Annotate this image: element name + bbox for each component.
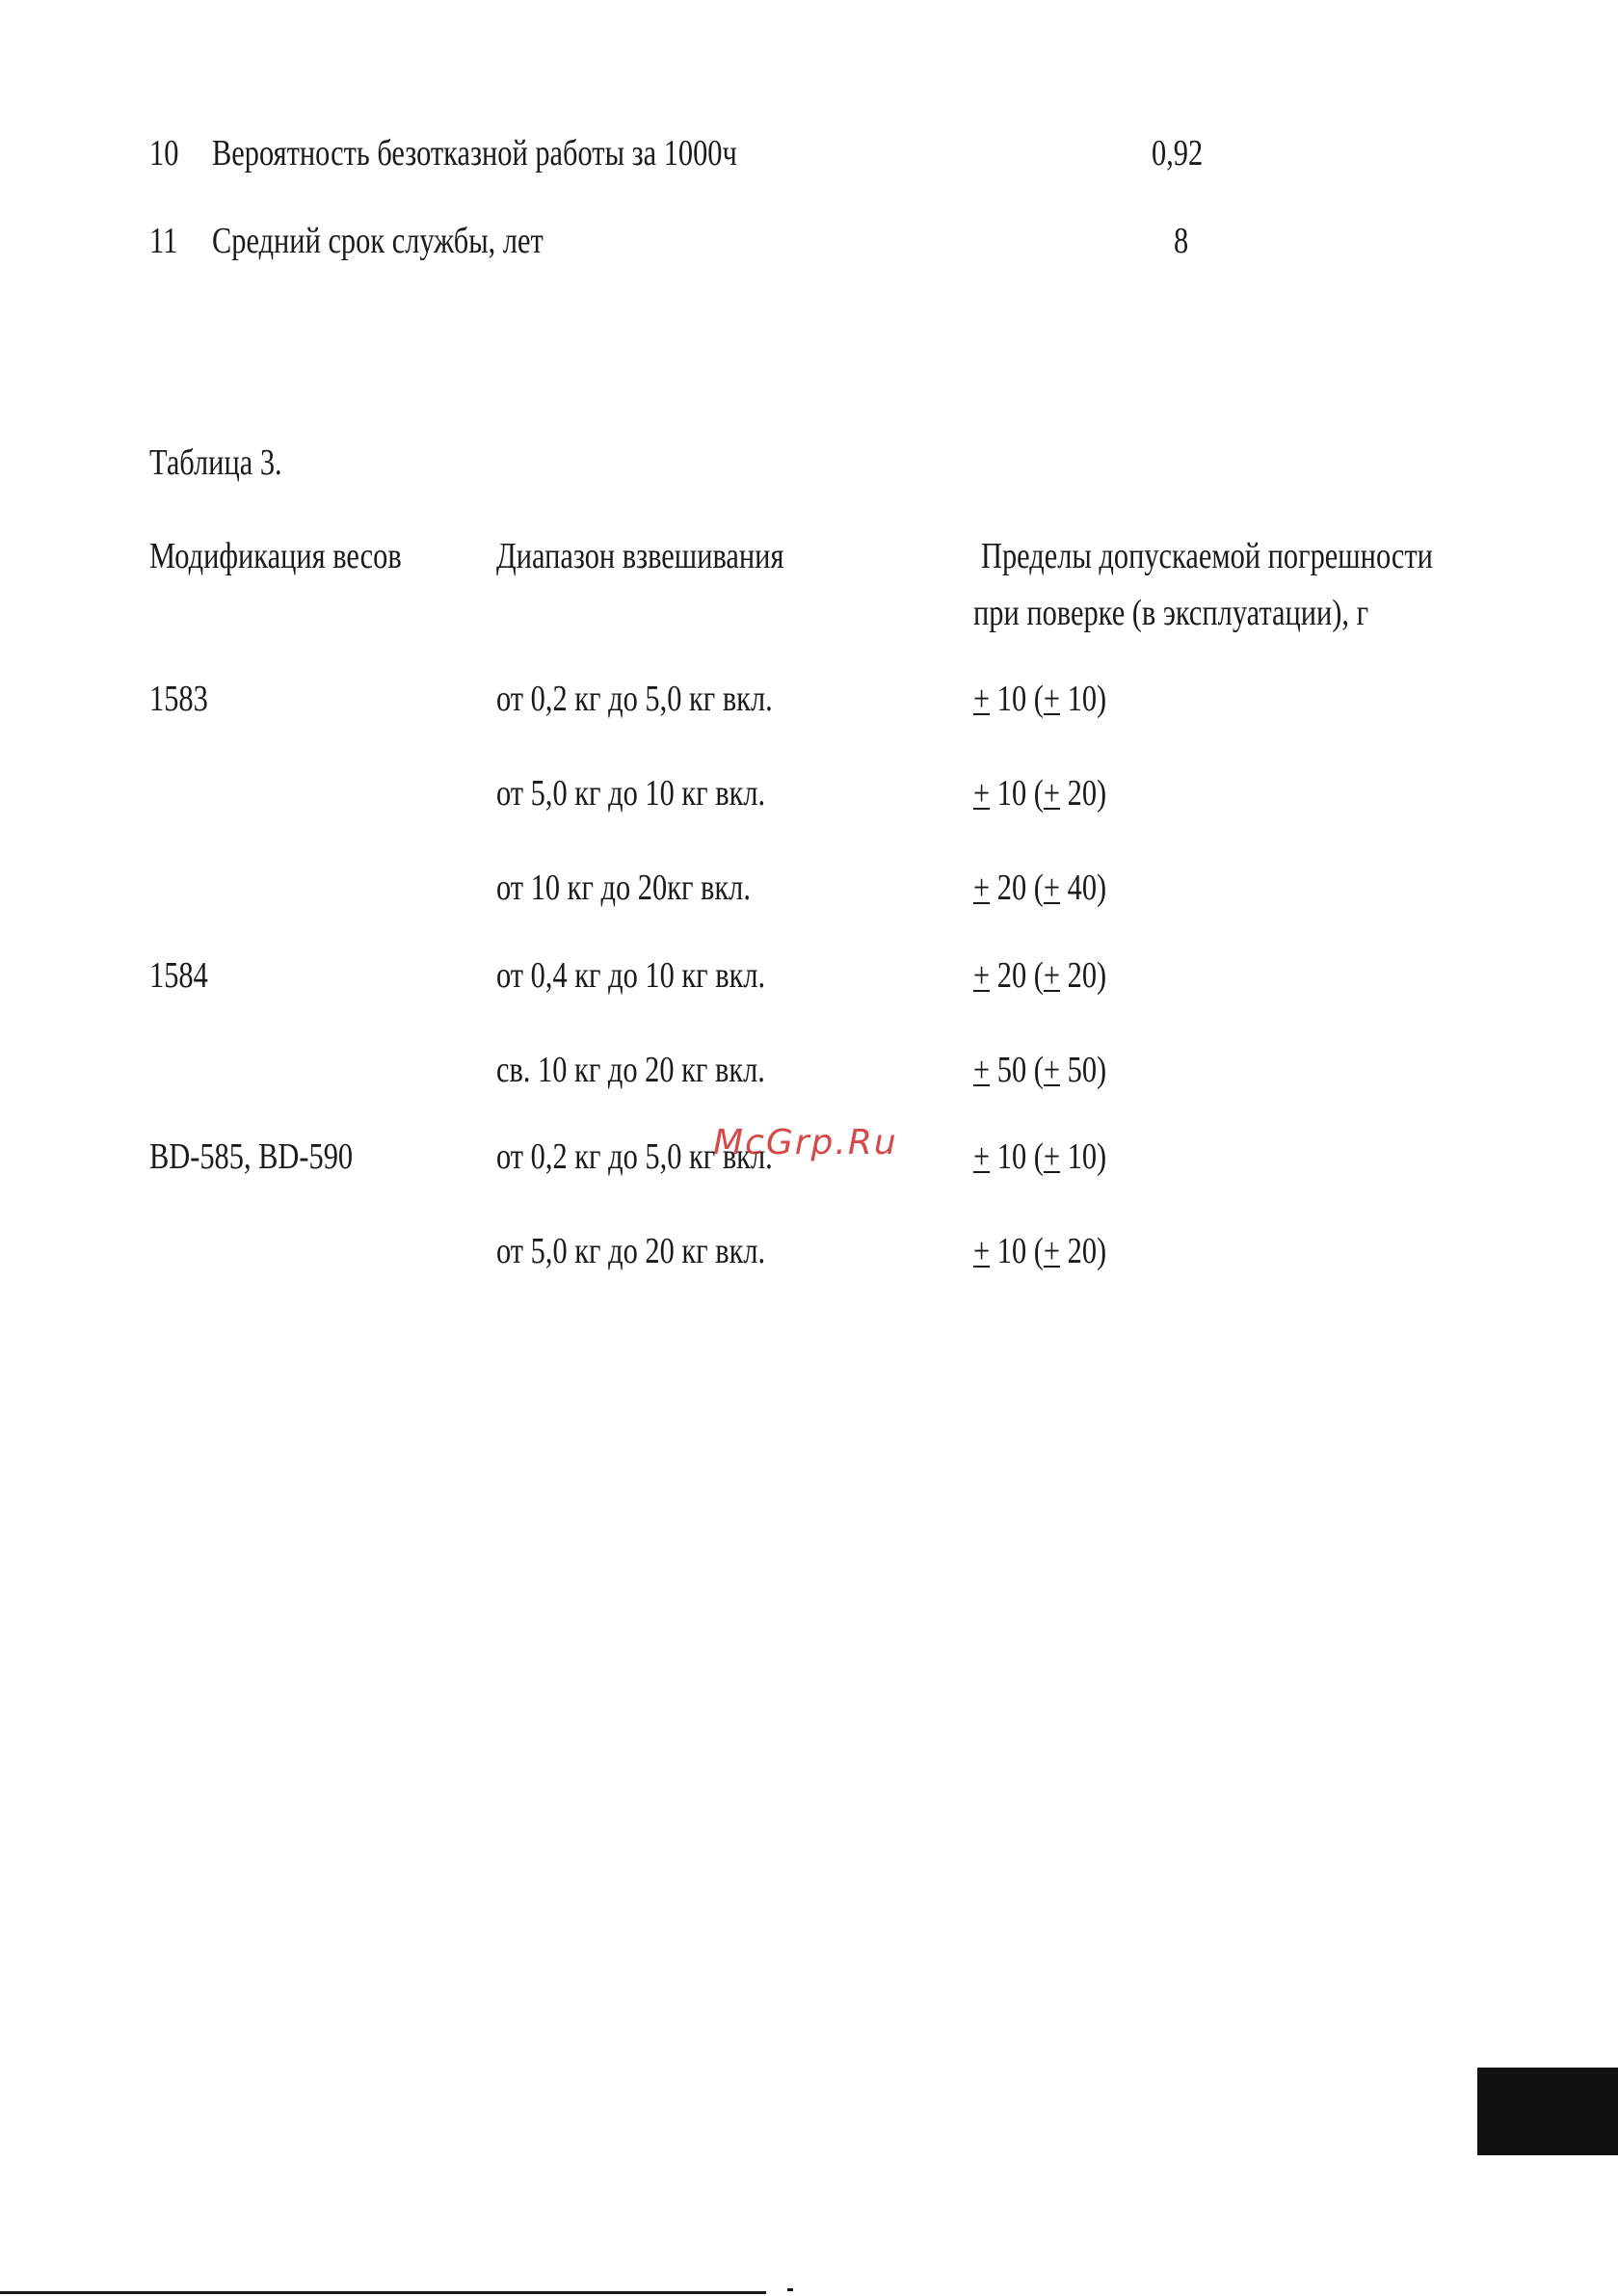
- spec-11-number: 11: [149, 221, 178, 261]
- table-row-range: от 10 кг до 20кг вкл.: [496, 868, 751, 908]
- table-row-range: от 0,4 кг до 10 кг вкл.: [496, 955, 766, 996]
- table-row-tolerance: + 50 (+ 50): [973, 1050, 1107, 1090]
- table-row-model: BD-585, BD-590: [149, 1136, 354, 1177]
- table-row-range: св. 10 кг до 20 кг вкл.: [496, 1050, 765, 1090]
- spec-10-value: 0,92: [1152, 133, 1204, 174]
- table-caption: Таблица 3.: [149, 442, 282, 483]
- spec-10-number: 10: [149, 133, 179, 174]
- table-row-tolerance: + 20 (+ 20): [973, 955, 1107, 996]
- table-row-model: 1584: [149, 955, 208, 996]
- spec-11-value: 8: [1174, 221, 1189, 261]
- page-corner-block: [1477, 2068, 1618, 2155]
- table-row-range: от 5,0 кг до 20 кг вкл.: [496, 1231, 766, 1271]
- bottom-rule: [0, 2291, 766, 2294]
- spec-10-label: Вероятность безотказной работы за 1000ч: [212, 133, 737, 174]
- table-row-tolerance: + 10 (+ 10): [973, 1136, 1107, 1177]
- header-range: Диапазон взвешивания: [496, 536, 784, 576]
- watermark: McGrp.Ru: [713, 1123, 898, 1162]
- table-row-range: от 5,0 кг до 10 кг вкл.: [496, 773, 766, 814]
- header-tolerance-line2: при поверке (в эксплуатации), г: [973, 593, 1369, 633]
- table-row-model: 1583: [149, 679, 208, 719]
- table-row-tolerance: + 10 (+ 20): [973, 773, 1107, 814]
- table-row-range: от 0,2 кг до 5,0 кг вкл.: [496, 1136, 773, 1177]
- bottom-mark: [787, 2288, 793, 2291]
- table-row-tolerance: + 10 (+ 10): [973, 679, 1107, 719]
- table-row-tolerance: + 20 (+ 40): [973, 868, 1107, 908]
- header-modification: Модификация весов: [149, 536, 402, 576]
- table-row-tolerance: + 10 (+ 20): [973, 1231, 1107, 1271]
- header-tolerance-line1: Пределы допускаемой погрешности: [981, 536, 1433, 576]
- spec-11-label: Средний срок службы, лет: [212, 221, 544, 261]
- table-row-range: от 0,2 кг до 5,0 кг вкл.: [496, 679, 773, 719]
